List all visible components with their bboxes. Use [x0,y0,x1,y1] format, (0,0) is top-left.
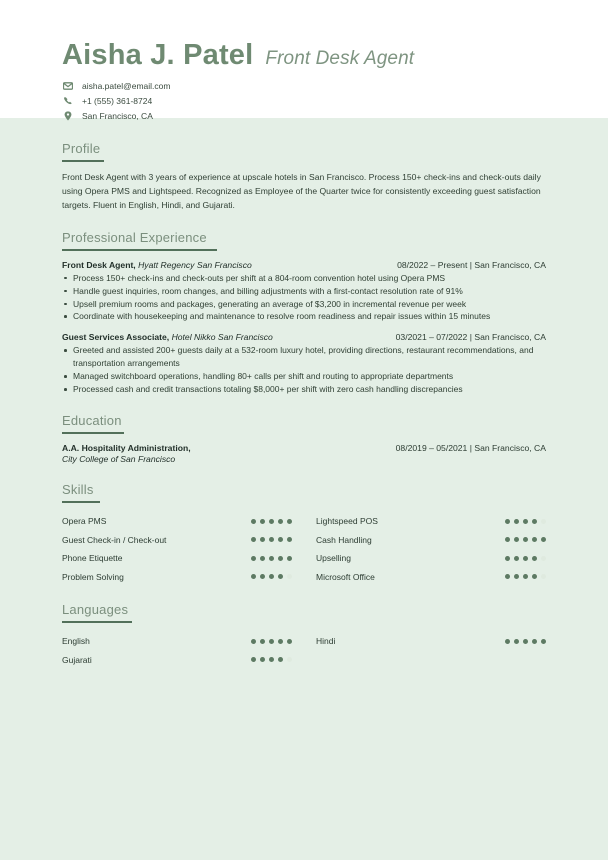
experience-entry-header [62,260,546,270]
section-rule-skills [62,501,100,503]
phone-icon [62,96,73,106]
experience-role: Front Desk Agent, [62,259,136,270]
resume-header [0,0,608,122]
section-experience [62,229,546,396]
language-row-label: Gujarati [62,654,92,665]
rating-dot [269,519,274,524]
skill-row-rating [251,574,292,579]
experience-bullet: Upsell premium rooms and packages, generating an average of $3,200 in incremental revenue per week [62,298,546,311]
rating-dot [287,537,292,542]
rating-dot [287,574,292,579]
rating-dot [505,556,510,561]
section-rule-profile [62,160,104,162]
rating-dot [251,537,256,542]
skill-row-label: Guest Check-in / Check-out [62,534,167,545]
rating-dot [523,519,528,524]
rating-dot [269,639,274,644]
section-heading-education: Education [62,413,122,429]
rating-dot [269,657,274,662]
skill-row [316,568,546,587]
rating-dot [505,519,510,524]
rating-dot [532,556,537,561]
skill-row-label: Problem Solving [62,571,124,582]
skill-row-rating [251,519,292,524]
experience-entry-header [62,332,546,342]
rating-dot [505,537,510,542]
experience-bullet: Coordinate with housekeeping and maintenance to resolve room readiness and repair issues within 15 minutes [62,310,546,323]
skill-row-label: Cash Handling [316,534,372,545]
rating-dot [514,574,519,579]
education-meta: 08/2019 – 05/2021 | San Francisco, CA [395,443,546,454]
experience-entry [62,260,546,324]
rating-dot [278,639,283,644]
candidate-name: Aisha J. Patel [62,39,254,71]
resume-body [0,118,608,669]
skills-grid [62,512,546,586]
rating-dot [505,574,510,579]
rating-dot [278,537,283,542]
envelope-icon [62,82,73,90]
skill-row [62,549,292,568]
experience-bullet: Processed cash and credit transactions totaling $8,000+ per shift with zero cash handling discrepancies [62,383,546,396]
contact-location [62,111,546,121]
language-row-rating [251,639,292,644]
skill-row-label: Lightspeed POS [316,516,378,527]
languages-grid [62,632,546,669]
rating-dot [523,639,528,644]
contact-location-value: San Francisco, CA [82,111,153,122]
skill-row [316,531,546,550]
rating-dot [541,639,546,644]
candidate-job-title: Front Desk Agent [265,48,415,69]
rating-dot [269,574,274,579]
name-row [62,40,546,70]
rating-dot [278,519,283,524]
language-row [62,632,292,651]
rating-dot [260,556,265,561]
skill-row-rating [251,556,292,561]
rating-dot [278,556,283,561]
language-row-rating [505,639,546,644]
rating-dot [287,657,292,662]
education-entry [62,443,546,464]
rating-dot [532,537,537,542]
experience-bullet: Handle guest inquiries, room changes, and billing adjustments with a first-contact resolution rate of 91% [62,285,546,298]
section-profile [62,140,546,213]
rating-dot [514,556,519,561]
section-languages [62,601,546,669]
rating-dot [541,574,546,579]
language-row [62,651,292,670]
section-heading-experience: Professional Experience [62,229,207,245]
rating-dot [251,519,256,524]
rating-dot [514,639,519,644]
rating-dot [251,556,256,561]
skill-row-rating [505,537,546,542]
experience-entry-title [62,332,273,342]
rating-dot [269,537,274,542]
skill-row-label: Upselling [316,553,351,564]
language-row-label: English [62,636,90,647]
rating-dot [260,639,265,644]
language-row-label: Hindi [316,636,336,647]
experience-bullets [62,272,546,324]
skill-row [316,512,546,531]
rating-dot [260,519,265,524]
skill-row-rating [505,574,546,579]
contact-list [62,81,546,121]
rating-dot [278,657,283,662]
experience-role: Guest Services Associate, [62,332,170,343]
rating-dot [260,574,265,579]
section-skills [62,481,546,586]
rating-dot [523,574,528,579]
skill-row [62,568,292,587]
language-row-rating [251,657,292,662]
experience-entry-title [62,260,252,270]
experience-entry [62,332,546,396]
rating-dot [541,537,546,542]
section-education [62,412,546,464]
rating-dot [514,537,519,542]
section-heading-profile: Profile [62,141,101,156]
rating-dot [532,639,537,644]
rating-dot [523,556,528,561]
skill-row [62,531,292,550]
skill-row [316,549,546,568]
contact-phone-value: +1 (555) 361-8724 [82,96,153,107]
skill-row-label: Phone Etiquette [62,553,123,564]
language-row [316,632,546,651]
skill-row-rating [505,556,546,561]
skill-row [62,512,292,531]
skill-row-rating [251,537,292,542]
location-pin-icon [62,111,73,121]
experience-bullet: Greeted and assisted 200+ guests daily at a 532-room luxury hotel, providing directions, restaurant recommendations, and transportation arrangements [62,344,546,370]
experience-meta: 03/2021 – 07/2022 | San Francisco, CA [395,332,546,343]
contact-phone[interactable] [62,96,546,106]
rating-dot [287,556,292,561]
section-rule-education [62,432,124,434]
rating-dot [532,574,537,579]
experience-bullet: Process 150+ check-ins and check-outs per shift at a 804-room convention hotel using Opera PMS [62,272,546,285]
experience-organization: Hotel Nikko San Francisco [171,332,273,343]
rating-dot [287,639,292,644]
profile-summary: Front Desk Agent with 3 years of experience at upscale hotels in San Francisco. Process 150+ check-ins and check-outs daily using Opera PMS and Lightspeed. Recognized as Employee of the Quarter twice for consistently exceeding guest satisfaction targets. Fluent in English, Hindi, and Gujarati. [62,172,541,210]
rating-dot [269,556,274,561]
contact-email-value: aisha.patel@email.com [82,81,171,92]
section-rule-experience [62,249,217,251]
experience-meta: 08/2022 – Present | San Francisco, CA [397,259,546,270]
rating-dot [541,556,546,561]
education-institution: City College of San Francisco [62,454,176,465]
rating-dot [505,639,510,644]
rating-dot [260,537,265,542]
section-heading-skills: Skills [62,482,94,498]
rating-dot [514,519,519,524]
rating-dot [251,574,256,579]
experience-organization: Hyatt Regency San Francisco [138,259,252,270]
rating-dot [251,657,256,662]
experience-bullets [62,344,546,396]
skill-row-label: Opera PMS [62,516,107,527]
section-rule-languages [62,621,132,623]
contact-email[interactable] [62,81,546,91]
rating-dot [532,519,537,524]
skill-row-label: Microsoft Office [316,571,375,582]
section-heading-languages: Languages [62,602,129,618]
rating-dot [251,639,256,644]
education-entry-header [62,443,546,453]
education-degree: A.A. Hospitality Administration, [62,443,191,454]
rating-dot [287,519,292,524]
rating-dot [541,519,546,524]
skill-row-rating [505,519,546,524]
rating-dot [260,657,265,662]
rating-dot [278,574,283,579]
experience-bullet: Managed switchboard operations, handling 80+ calls per shift and routing to appropriate departments [62,370,546,383]
rating-dot [523,537,528,542]
